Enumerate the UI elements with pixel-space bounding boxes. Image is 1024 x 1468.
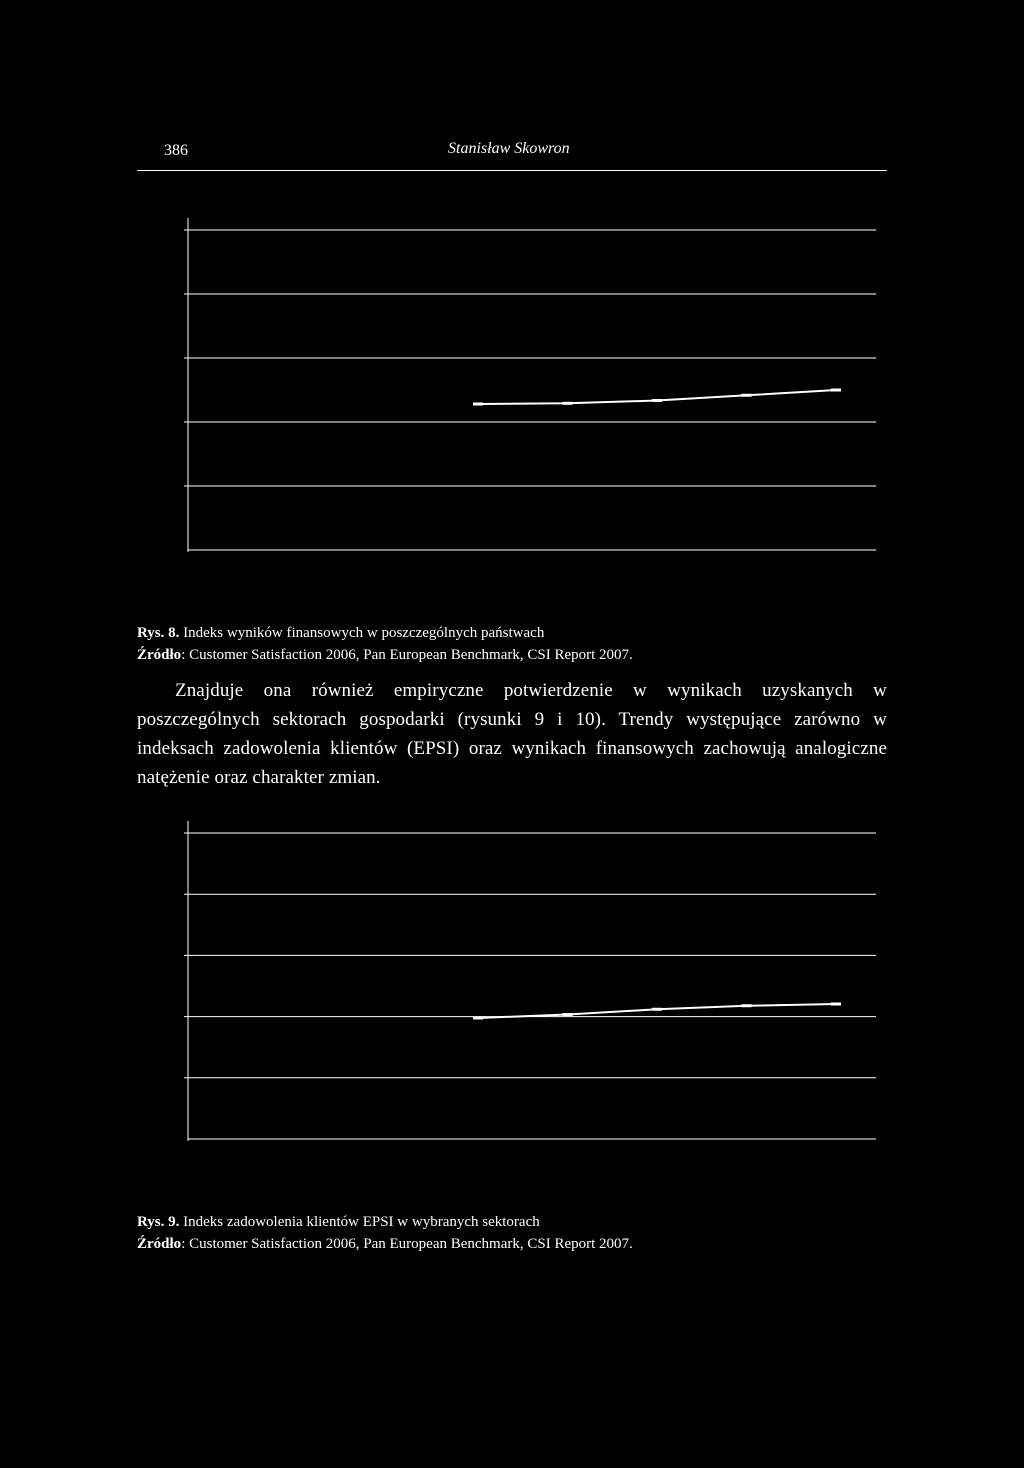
figure8-source-label: Źródło [137,647,182,663]
figure9-source [137,1234,633,1254]
figure9-caption [137,1212,540,1232]
figure9-series-point [563,1013,573,1016]
header-rule [137,170,887,171]
figure9-source-label: Źródło [137,1236,182,1252]
running-head: Stanisław Skowron [448,140,570,157]
figure9-series-point [742,1004,752,1007]
figure8-source-text: : Customer Satisfaction 2006, Pan European Benchmark, CSI Report 2007. [181,647,633,663]
body-text [137,676,887,792]
body-paragraph: Znajduje ona również empiryczne potwierdzenie w wynikach uzyskanych w poszczególnych sektorach gospodarki (rysunki 9 i 10). Trendy występujące zarówno w indeksach zadowolenia klientów (EPSI) oraz wynikach finansowych zachowują analogiczne natężenie oraz charakter zmian. [137,680,887,788]
figure9-series-point [831,1003,841,1006]
figure9-label: Rys. 9. [137,1214,180,1230]
figure8-series-point [563,402,573,405]
page-number: 386 [164,142,188,159]
figure8-series-point [652,399,662,402]
figure8-source [137,645,633,665]
figure9-series-point [652,1008,662,1011]
figure8-caption-text: Indeks wyników finansowych w poszczególnych państwach [183,625,545,641]
figure8-series-point [742,394,752,397]
figure9-series-point [473,1017,483,1020]
figure8-series-point [831,389,841,392]
figure9-source-text: : Customer Satisfaction 2006, Pan European Benchmark, CSI Report 2007. [181,1236,633,1252]
figure9-chart [180,815,880,1145]
figure8-label: Rys. 8. [137,625,180,641]
figure9-caption-text: Indeks zadowolenia klientów EPSI w wybranych sektorach [183,1214,540,1230]
figure9-series-line [478,1004,836,1018]
figure8-series-point [473,403,483,406]
figure8-caption [137,623,544,643]
figure8-chart [180,212,880,557]
